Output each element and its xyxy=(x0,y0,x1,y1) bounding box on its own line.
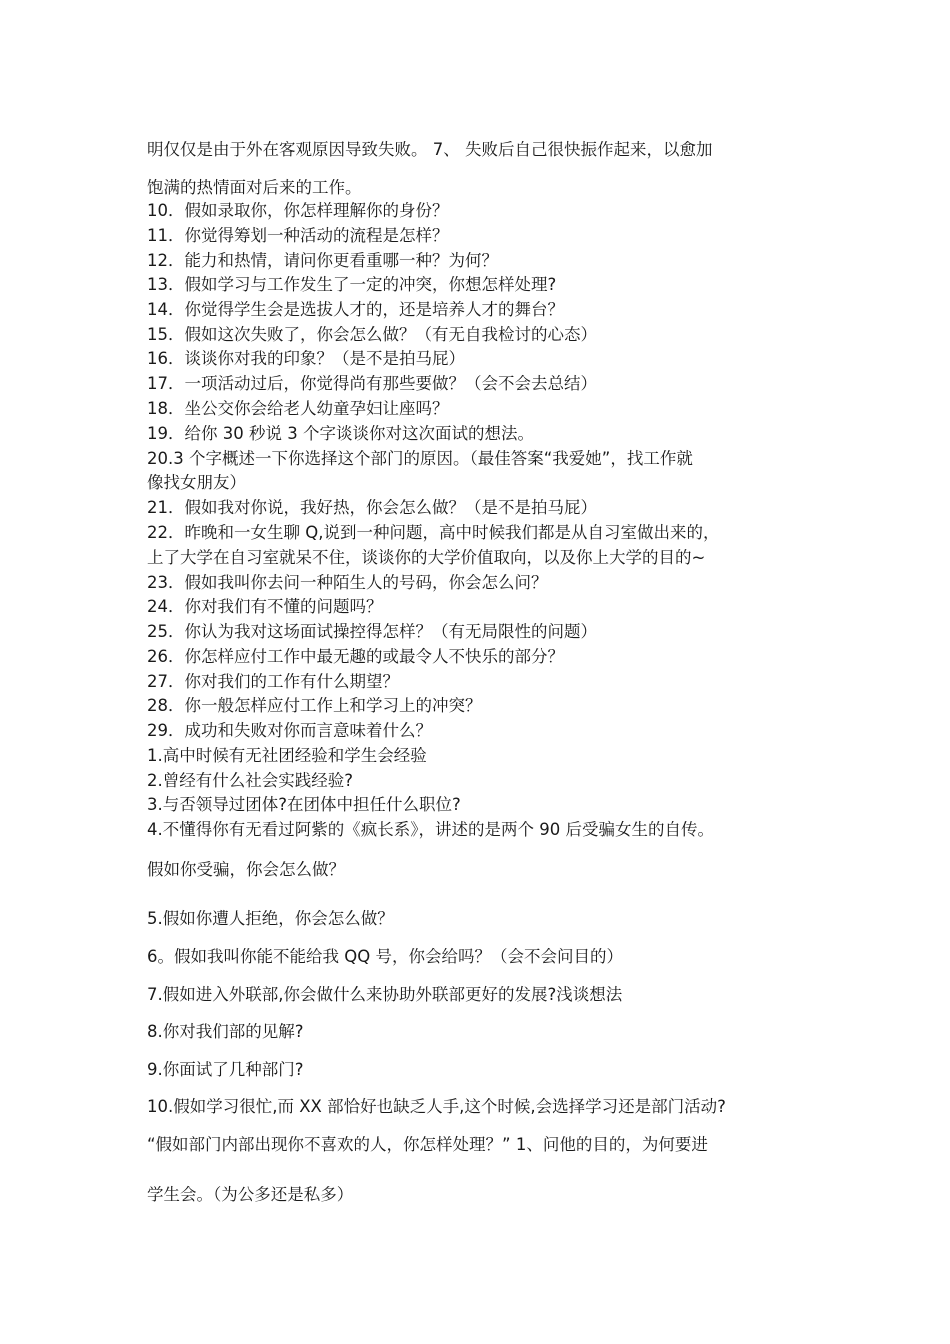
text-line: 23．假如我叫你去问一种陌生人的号码，你会怎么问？ xyxy=(147,573,548,592)
text-line: 14．你觉得学生会是选拔人才的，还是培养人才的舞台？ xyxy=(147,300,564,319)
text-line: 8.你对我们部的见解? xyxy=(147,1022,304,1041)
text-line: 19．给你 30 秒说 3 个字谈谈你对这次面试的想法。 xyxy=(147,424,534,443)
text-line: 28．你一般怎样应付工作上和学习上的冲突？ xyxy=(147,696,482,715)
text-line: 9.你面试了几种部门? xyxy=(147,1060,304,1079)
text-line: 11．你觉得筹划一种活动的流程是怎样？ xyxy=(147,226,449,245)
text-line: 明仅仅是由于外在客观原因导致失败。 7、 失败后自己很快振作起来，以愈加 xyxy=(147,140,713,159)
text-line: 20.3 个字概述一下你选择这个部门的原因。（最佳答案“我爱她”，找工作就 xyxy=(147,449,693,468)
text-line: 5.假如你遭人拒绝，你会怎么做？ xyxy=(147,909,394,928)
text-line: 1.高中时候有无社团经验和学生会经验 xyxy=(147,746,427,765)
text-line: 假如你受骗，你会怎么做？ xyxy=(147,860,345,879)
text-line: 2.曾经有什么社会实践经验? xyxy=(147,771,354,790)
text-line: 6。假如我叫你能不能给我 QQ 号，你会给吗？（会不会问目的） xyxy=(147,947,623,966)
text-line: 25．你认为我对这场面试操控得怎样？（有无局限性的问题） xyxy=(147,622,597,641)
text-line: 21．假如我对你说，我好热，你会怎么做？（是不是拍马屁） xyxy=(147,498,597,517)
text-line: 3.与否领导过团体?在团体中担任什么职位? xyxy=(147,795,461,814)
text-line: 10．假如录取你，你怎样理解你的身份？ xyxy=(147,201,449,220)
text-line: 26．你怎样应付工作中最无趣的或最令人不快乐的部分？ xyxy=(147,647,564,666)
text-line: 上了大学在自习室就呆不住，谈谈你的大学价值取向，以及你上大学的目的~ xyxy=(147,548,706,567)
text-line: 22．昨晚和一女生聊 Q,说到一种问题，高中时候我们都是从自习室做出来的， xyxy=(147,523,720,542)
text-line: 饱满的热情面对后来的工作。 xyxy=(147,178,362,197)
text-line: 17．一项活动过后，你觉得尚有那些要做？（会不会去总结） xyxy=(147,374,597,393)
text-line: 10.假如学习很忙,而 XX 部恰好也缺乏人手,这个时候,会选择学习还是部门活动? xyxy=(147,1097,726,1116)
text-line: 24．你对我们有不懂的问题吗？ xyxy=(147,597,383,616)
text-line: 27．你对我们的工作有什么期望？ xyxy=(147,672,399,691)
text-line: 7.假如进入外联部,你会做什么来协助外联部更好的发展?浅谈想法 xyxy=(147,985,623,1004)
text-line: 12．能力和热情，请问你更看重哪一种？为何？ xyxy=(147,251,498,270)
text-line: “假如部门内部出现你不喜欢的人，你怎样处理？” 1、问他的目的，为何要进 xyxy=(147,1135,708,1154)
text-line: 学生会。（为公多还是私多） xyxy=(147,1185,354,1204)
text-line: 18．坐公交你会给老人幼童孕妇让座吗？ xyxy=(147,399,449,418)
text-line: 4.不懂得你有无看过阿紫的《疯长系》，讲述的是两个 90 后受骗女生的自传。 xyxy=(147,820,714,839)
text-line: 29．成功和失败对你而言意味着什么？ xyxy=(147,721,432,740)
text-line: 13．假如学习与工作发生了一定的冲突，你想怎样处理? xyxy=(147,275,557,294)
text-line: 16．谈谈你对我的印象？（是不是拍马屁） xyxy=(147,349,465,368)
text-line: 像找女朋友） xyxy=(147,473,246,492)
text-line: 15．假如这次失败了，你会怎么做？（有无自我检讨的心态） xyxy=(147,325,597,344)
